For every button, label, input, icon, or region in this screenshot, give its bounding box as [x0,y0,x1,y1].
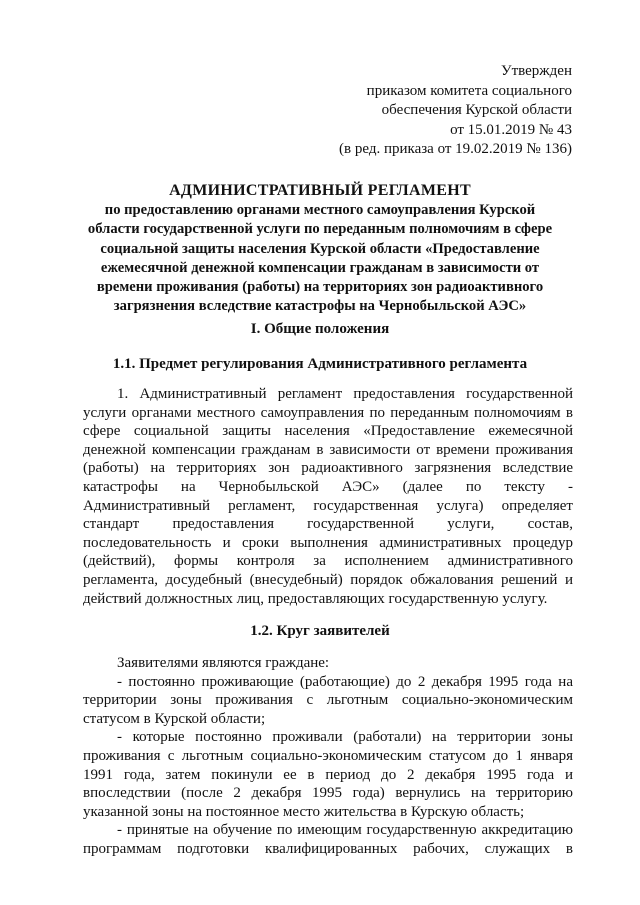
text-line: - постоянно проживающие (работающие) до 2 декабря 1995 года на [117,673,573,690]
text-line: катастрофы на Чернобыльской АЭС» (далее по тексту - [83,478,573,495]
text-line: территории зоны проживания с льготным социально-экономическим [83,692,573,709]
text-line: 1. Административный регламент предоставления государственной [117,386,573,402]
document-title: АДМИНИСТРАТИВНЫЙ РЕГЛАМЕНТ [169,182,471,199]
text-line: (действий), формы контроля за исполнением административного [83,553,573,570]
subtitle-line: загрязнения вследствие катастрофы на Чернобыльской АЭС» [113,298,527,315]
subtitle-line: социальной защиты населения Курской области «Предоставление [100,240,540,257]
document-subtitle [60,201,580,317]
text-line: сфере социальной защиты населения «Предоставление ежемесячной [83,423,573,440]
text-line: впоследствии (после 2 декабря 1995 года) вернулись на территорию [83,785,573,802]
subtitle-line: ежемесячной денежной компенсации гражданам в зависимости от [100,259,540,276]
text-line: регламента, досудебный (внесудебный) порядок обжалования решений и [83,571,573,588]
text-line: стандарт предоставления государственной услуги, состав, [83,516,573,533]
text-line: Административный регламент, государственная услуга) определяет [83,497,573,514]
approval-line: (в ред. приказа от 19.02.2019 № 136) [339,141,572,157]
paragraph-subject [83,385,573,608]
text-line: проживания с льготным социально-экономическим статусом до 1 января [83,747,573,764]
text-line: услуги органами местного самоуправления по переданным полномочиям в [83,404,573,421]
text-line: Заявителями являются граждане: [117,655,330,671]
subtitle-line: по предоставлению органами местного самоуправления Курской [104,202,536,218]
text-line: действий должностных лиц, предоставляющих государственную услугу. [83,590,548,607]
approval-stamp [339,62,572,160]
approval-line: обеспечения Курской области [381,102,572,118]
approval-line: приказом комитета социального [366,82,572,99]
text-line: денежной компенсации гражданам в зависимости от времени проживания [83,441,573,458]
approval-line: Утвержден [500,63,572,79]
text-line: (работы) на территориях зон радиоактивного загрязнения вследствие [83,460,573,477]
document-title-block [60,181,580,317]
text-line: статусом в Курской области; [83,710,266,727]
paragraph-applicants [83,654,573,859]
text-line: - которые постоянно проживали (работали) на территории зоны [117,729,573,746]
text-line: указанной зоны на постоянное место жительства в Курскую область; [83,803,525,820]
subtitle-line: времени проживания (работы) на территориях зон радиоактивного [96,279,544,296]
section-heading-applicants: 1.2. Круг заявителей [250,623,390,639]
subtitle-line: области государственной услуги по переданным полномочиям в сфере [87,221,553,238]
approval-line: от 15.01.2019 № 43 [450,121,572,138]
text-line: последовательность и сроки выполнения административных процедур [83,534,573,551]
section-heading-general: I. Общие положения [250,321,390,337]
text-line: 1991 года, затем покинули ее в период до 2 декабря 1995 года и [83,766,573,783]
text-line: - принятые на обучение по имеющим государственную аккредитацию [117,822,573,839]
section-heading-subject: 1.1. Предмет регулирования Административного регламента [112,356,528,372]
text-line: программам подготовки квалифицированных рабочих, служащих в [83,840,573,857]
